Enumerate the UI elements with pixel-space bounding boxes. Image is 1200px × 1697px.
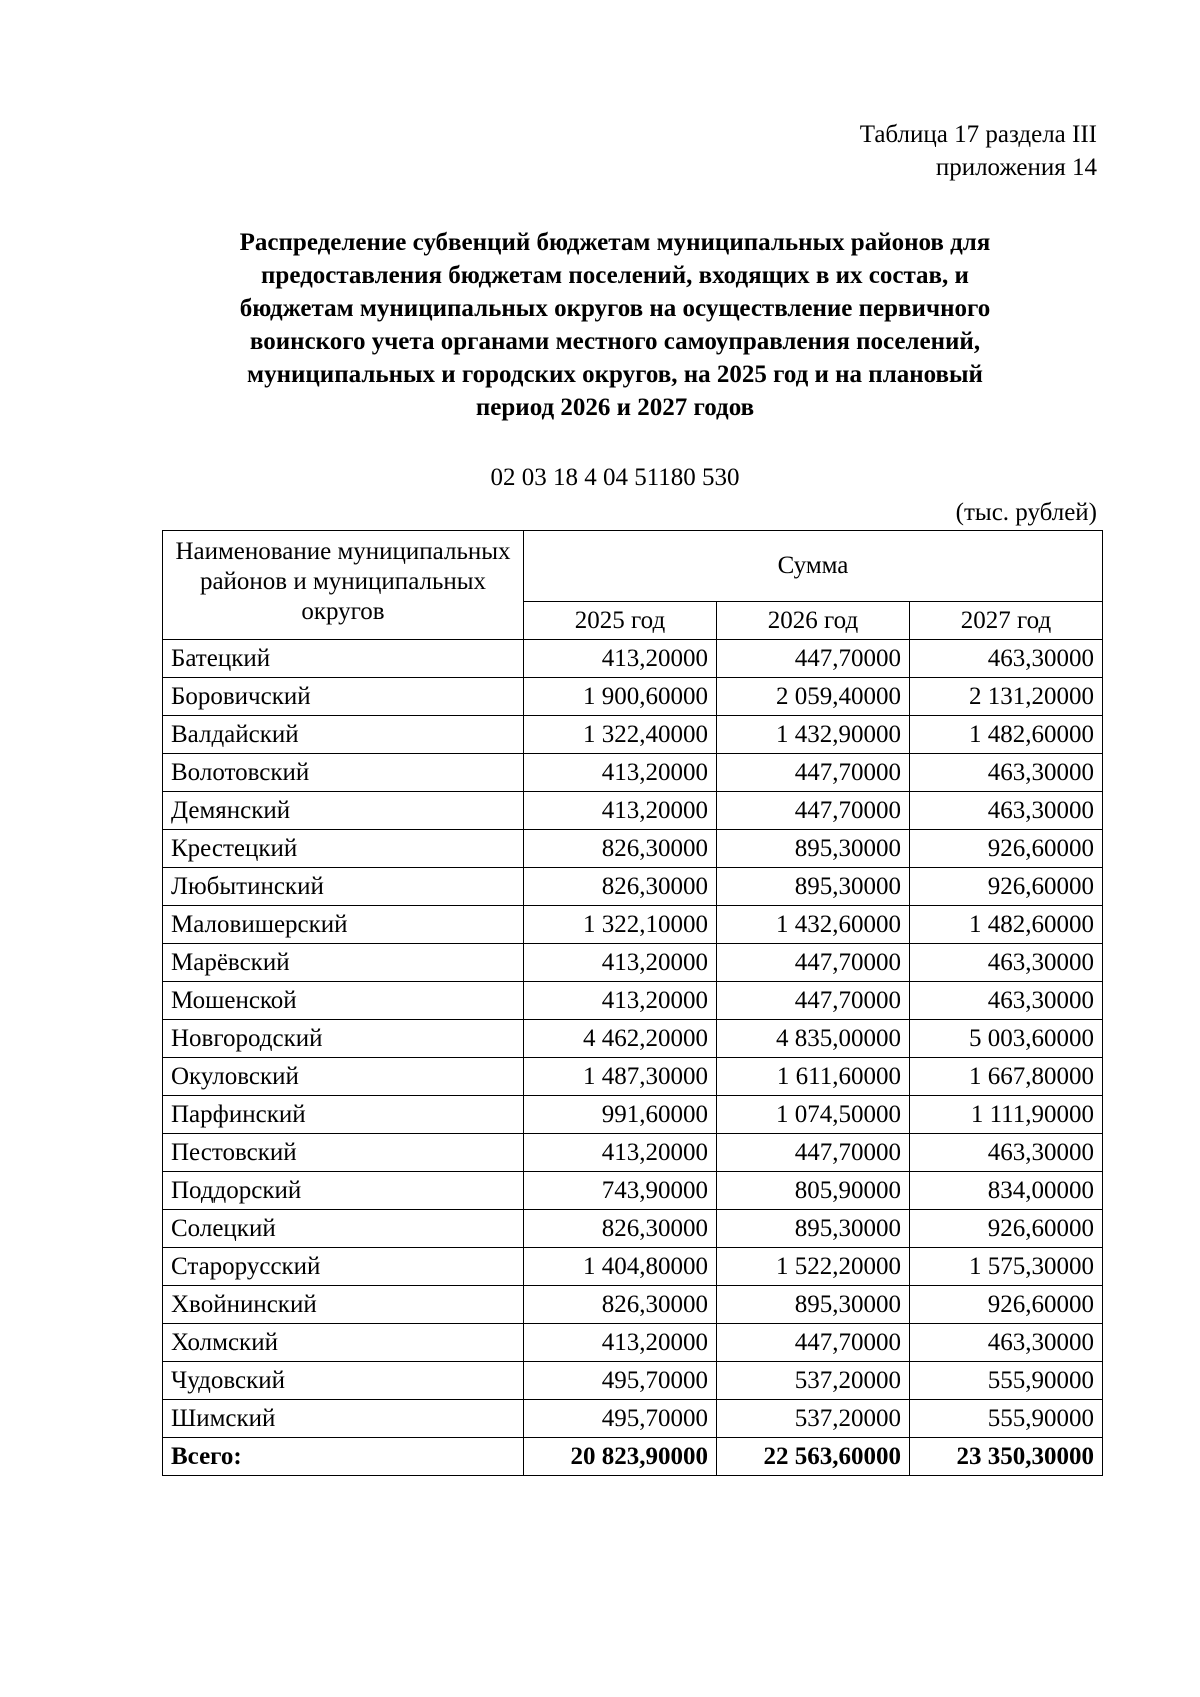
table-row [163, 716, 1103, 754]
value-2025-cell: 413,20000 [524, 982, 717, 1020]
total-municipality-name-cell: Всего: [163, 1438, 524, 1476]
total-value-2026-cell: 22 563,60000 [717, 1438, 910, 1476]
sum-column-header: Сумма [524, 531, 1103, 602]
municipality-name-cell: Маловишерский [163, 906, 524, 944]
value-2027-cell: 463,30000 [910, 754, 1103, 792]
year-2025-header: 2025 год [524, 602, 717, 640]
value-2025-cell: 413,20000 [524, 754, 717, 792]
value-2027-cell: 926,60000 [910, 1286, 1103, 1324]
document-title [150, 226, 1080, 424]
value-2027-cell: 2 131,20000 [910, 678, 1103, 716]
table-row [163, 640, 1103, 678]
table-row [163, 906, 1103, 944]
municipality-name-cell: Новгородский [163, 1020, 524, 1058]
municipality-name-cell: Боровичский [163, 678, 524, 716]
value-2026-cell: 1 074,50000 [717, 1096, 910, 1134]
total-row [163, 1438, 1103, 1476]
table-header-row [163, 531, 1103, 602]
municipality-name-cell: Мошенской [163, 982, 524, 1020]
table-row [163, 1134, 1103, 1172]
value-2025-cell: 4 462,20000 [524, 1020, 717, 1058]
value-2025-cell: 1 322,10000 [524, 906, 717, 944]
value-2027-cell: 1 482,60000 [910, 906, 1103, 944]
value-2026-cell: 1 611,60000 [717, 1058, 910, 1096]
table-row [163, 678, 1103, 716]
value-2026-cell: 1 432,90000 [717, 716, 910, 754]
total-value-2027-cell: 23 350,30000 [910, 1438, 1103, 1476]
units-label: (тыс. рублей) [955, 499, 1097, 526]
year-2026-header: 2026 год [717, 602, 910, 640]
table-body [163, 640, 1103, 1476]
value-2025-cell: 1 900,60000 [524, 678, 717, 716]
total-value-2025-cell: 20 823,90000 [524, 1438, 717, 1476]
value-2026-cell: 447,70000 [717, 640, 910, 678]
value-2027-cell: 463,30000 [910, 982, 1103, 1020]
title-line: муниципальных и городских округов, на 2025 год и на плановый [247, 361, 983, 388]
value-2025-cell: 1 322,40000 [524, 716, 717, 754]
value-2026-cell: 447,70000 [717, 944, 910, 982]
value-2026-cell: 2 059,40000 [717, 678, 910, 716]
table-row [163, 868, 1103, 906]
title-line: Распределение субвенций бюджетам муниципальных районов для [239, 229, 991, 256]
value-2025-cell: 991,60000 [524, 1096, 717, 1134]
budget-classification-code: 02 03 18 4 04 51180 530 [490, 464, 740, 491]
municipality-name-cell: Шимский [163, 1400, 524, 1438]
value-2026-cell: 537,20000 [717, 1400, 910, 1438]
title-line: воинского учета органами местного самоуправления поселений, [249, 328, 981, 355]
table-row [163, 982, 1103, 1020]
table-row [163, 1362, 1103, 1400]
value-2025-cell: 826,30000 [524, 830, 717, 868]
table-row [163, 1020, 1103, 1058]
municipality-name-cell: Окуловский [163, 1058, 524, 1096]
municipality-name-cell: Чудовский [163, 1362, 524, 1400]
table-row [163, 754, 1103, 792]
municipality-name-cell: Холмский [163, 1324, 524, 1362]
value-2027-cell: 926,60000 [910, 1210, 1103, 1248]
value-2026-cell: 805,90000 [717, 1172, 910, 1210]
value-2025-cell: 743,90000 [524, 1172, 717, 1210]
municipality-name-cell: Марёвский [163, 944, 524, 982]
value-2027-cell: 926,60000 [910, 830, 1103, 868]
subvention-table [162, 530, 1103, 1476]
table-row [163, 830, 1103, 868]
value-2025-cell: 413,20000 [524, 1134, 717, 1172]
value-2026-cell: 447,70000 [717, 1134, 910, 1172]
table-row [163, 1324, 1103, 1362]
value-2025-cell: 413,20000 [524, 944, 717, 982]
municipality-name-cell: Демянский [163, 792, 524, 830]
table-row [163, 1058, 1103, 1096]
value-2027-cell: 463,30000 [910, 944, 1103, 982]
value-2025-cell: 1 487,30000 [524, 1058, 717, 1096]
value-2026-cell: 1 432,60000 [717, 906, 910, 944]
title-line: период 2026 и 2027 годов [475, 394, 755, 421]
municipality-name-cell: Солецкий [163, 1210, 524, 1248]
value-2025-cell: 826,30000 [524, 1286, 717, 1324]
municipality-name-cell: Волотовский [163, 754, 524, 792]
value-2026-cell: 4 835,00000 [717, 1020, 910, 1058]
value-2026-cell: 447,70000 [717, 754, 910, 792]
value-2026-cell: 895,30000 [717, 830, 910, 868]
municipality-name-cell: Поддорский [163, 1172, 524, 1210]
municipality-name-cell: Крестецкий [163, 830, 524, 868]
appendix-reference-line2: приложения 14 [935, 154, 1097, 181]
value-2025-cell: 413,20000 [524, 1324, 717, 1362]
table-row [163, 1210, 1103, 1248]
value-2025-cell: 826,30000 [524, 868, 717, 906]
value-2025-cell: 826,30000 [524, 1210, 717, 1248]
value-2025-cell: 1 404,80000 [524, 1248, 717, 1286]
value-2027-cell: 1 482,60000 [910, 716, 1103, 754]
value-2025-cell: 413,20000 [524, 792, 717, 830]
table-row [163, 944, 1103, 982]
value-2026-cell: 447,70000 [717, 982, 910, 1020]
value-2027-cell: 463,30000 [910, 1324, 1103, 1362]
table-row [163, 1286, 1103, 1324]
value-2027-cell: 463,30000 [910, 640, 1103, 678]
appendix-reference-line1: Таблица 17 раздела III [859, 121, 1097, 148]
value-2027-cell: 463,30000 [910, 1134, 1103, 1172]
table-row [163, 1248, 1103, 1286]
value-2026-cell: 895,30000 [717, 868, 910, 906]
value-2026-cell: 895,30000 [717, 1286, 910, 1324]
value-2026-cell: 447,70000 [717, 1324, 910, 1362]
value-2025-cell: 495,70000 [524, 1362, 717, 1400]
year-2027-header: 2027 год [910, 602, 1103, 640]
value-2027-cell: 926,60000 [910, 868, 1103, 906]
title-line: бюджетам муниципальных округов на осуществление первичного [239, 295, 991, 322]
value-2026-cell: 1 522,20000 [717, 1248, 910, 1286]
value-2027-cell: 555,90000 [910, 1400, 1103, 1438]
value-2027-cell: 463,30000 [910, 792, 1103, 830]
municipality-name-cell: Старорусский [163, 1248, 524, 1286]
table-row [163, 792, 1103, 830]
value-2026-cell: 537,20000 [717, 1362, 910, 1400]
title-line: предоставления бюджетам поселений, входящих в их состав, и [261, 262, 969, 289]
municipality-name-cell: Любытинский [163, 868, 524, 906]
appendix-reference [697, 118, 1097, 184]
value-2027-cell: 1 667,80000 [910, 1058, 1103, 1096]
value-2026-cell: 447,70000 [717, 792, 910, 830]
table-row [163, 1172, 1103, 1210]
municipality-name-cell: Парфинский [163, 1096, 524, 1134]
value-2026-cell: 895,30000 [717, 1210, 910, 1248]
table-row [163, 1400, 1103, 1438]
value-2027-cell: 834,00000 [910, 1172, 1103, 1210]
municipality-name-cell: Валдайский [163, 716, 524, 754]
municipality-name-cell: Батецкий [163, 640, 524, 678]
municipality-name-cell: Хвойнинский [163, 1286, 524, 1324]
value-2025-cell: 413,20000 [524, 640, 717, 678]
value-2025-cell: 495,70000 [524, 1400, 717, 1438]
value-2027-cell: 1 575,30000 [910, 1248, 1103, 1286]
name-column-header: Наименование муниципальных районов и муниципальных округов [163, 531, 524, 640]
municipality-name-cell: Пестовский [163, 1134, 524, 1172]
table-row [163, 1096, 1103, 1134]
value-2027-cell: 1 111,90000 [910, 1096, 1103, 1134]
value-2027-cell: 5 003,60000 [910, 1020, 1103, 1058]
value-2027-cell: 555,90000 [910, 1362, 1103, 1400]
